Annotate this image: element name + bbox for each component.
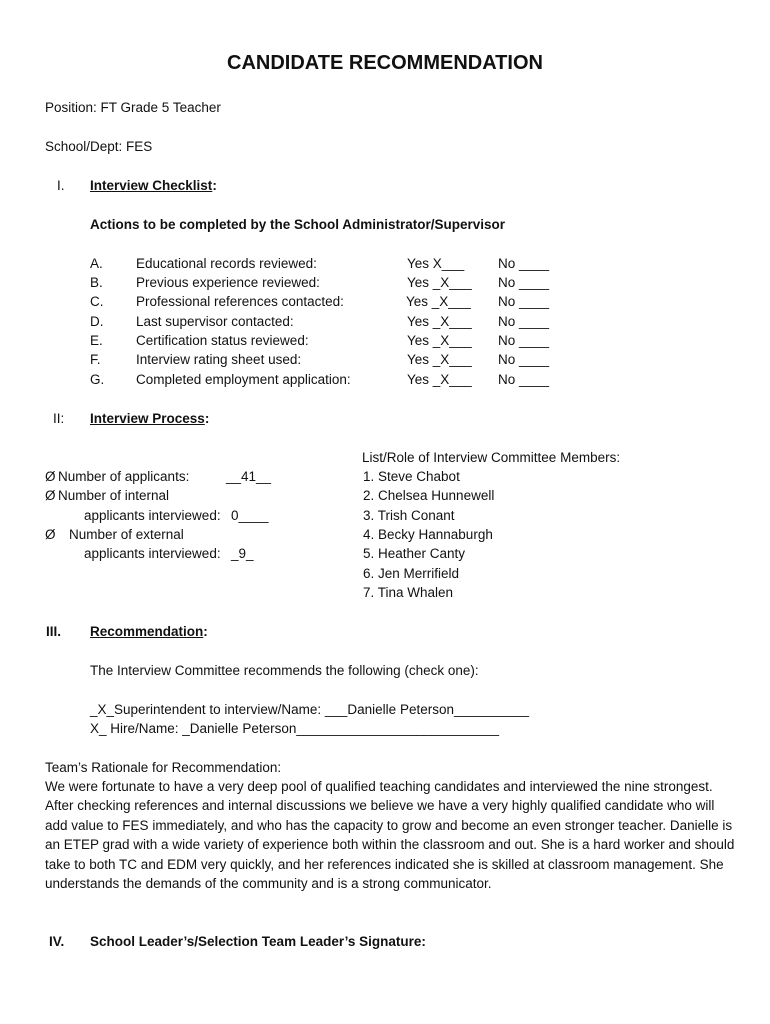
committee-member: 5. Heather Canty — [363, 546, 466, 561]
checklist-row — [0, 333, 770, 349]
checklist-letter: B. — [90, 275, 103, 290]
internal-value: 0____ — [231, 508, 269, 523]
committee-member: 3. Trish Conant — [363, 508, 455, 523]
checklist-letter: D. — [90, 314, 104, 329]
checklist-no: No ____ — [498, 314, 550, 329]
committee-member: 7. Tina Whalen — [363, 585, 454, 600]
checklist-letter: C. — [90, 294, 104, 309]
checklist-no: No ____ — [498, 294, 550, 309]
committee-member: 6. Jen Merrifield — [363, 566, 460, 581]
checklist-letter: E. — [90, 333, 103, 348]
checklist-letter: G. — [90, 372, 105, 387]
external-label-1: Number of external — [69, 527, 184, 542]
checklist-row — [0, 372, 770, 388]
applicants-label: Number of applicants: — [58, 469, 190, 484]
school-line: School/Dept: FES — [45, 139, 153, 154]
checklist-label: Completed employment application: — [136, 372, 351, 387]
section2-number: II: — [53, 411, 65, 426]
checklist-yes: Yes _X___ — [406, 294, 471, 309]
committee-member: 2. Chelsea Hunnewell — [363, 488, 495, 503]
checklist-no: No ____ — [498, 372, 550, 387]
checklist-letter: A. — [90, 256, 103, 271]
recommendation-option-hire: X_ Hire/Name: _Danielle Peterson___________________________ — [90, 721, 500, 736]
checklist-label: Certification status reviewed: — [136, 333, 309, 348]
checklist-yes: Yes _X___ — [407, 314, 472, 329]
section4-number: IV. — [49, 934, 65, 949]
rationale-heading: Team’s Rationale for Recommendation: — [45, 760, 282, 775]
signature-heading: School Leader’s/Selection Team Leader’s Signature: — [90, 934, 426, 949]
checklist-letter: F. — [90, 352, 101, 367]
checklist-label: Last supervisor contacted: — [136, 314, 294, 329]
checklist-row — [0, 256, 770, 272]
section1-number: I. — [57, 178, 65, 193]
checklist-row — [0, 352, 770, 368]
checklist-yes: Yes _X___ — [407, 352, 472, 367]
recommendation-option-interview: _X_Superintendent to interview/Name: ___Danielle Peterson__________ — [90, 702, 530, 717]
page-title: CANDIDATE RECOMMENDATION — [227, 52, 543, 74]
section1-heading-text: Interview Checklist — [90, 178, 213, 193]
checklist-row — [0, 314, 770, 330]
checklist-yes: Yes _X___ — [407, 372, 472, 387]
position-line: Position: FT Grade 5 Teacher — [45, 100, 221, 115]
checklist-yes: Yes _X___ — [407, 275, 472, 290]
section1-subheading: Actions to be completed by the School Administrator/Supervisor — [90, 217, 506, 232]
section3-heading — [90, 624, 208, 640]
section1-heading-suffix: : — [212, 178, 217, 193]
checklist-row — [0, 275, 770, 291]
applicants-value: __41__ — [226, 469, 272, 484]
section3-heading-suffix: : — [203, 624, 208, 639]
internal-label-2: applicants interviewed: — [84, 508, 221, 523]
external-bullet: Ø — [45, 527, 56, 542]
rationale-text: We were fortunate to have a very deep pool of qualified teaching candidates and interviewed the nine strongest. After checking references and internal discussions we believe we have a very highly qualified candidate who will add value to FES immediately, and who has the capacity to grow and become an even stronger teacher. Danielle is an ETEP grad with a wide variety of experience both within the classroom and out. She is a hard worker and should take to both TC and EDM very quickly, and her references indicated she is skilled at classroom management. She understands the demands of the community and is a strong communicator. — [45, 779, 735, 892]
applicants-bullet: Ø — [45, 469, 56, 484]
section2-heading — [90, 411, 209, 427]
internal-bullet: Ø — [45, 488, 56, 503]
checklist-no: No ____ — [498, 275, 550, 290]
committee-member: 1. Steve Chabot — [363, 469, 460, 484]
section2-heading-text: Interview Process — [90, 411, 205, 426]
checklist-yes: Yes X___ — [407, 256, 465, 271]
checklist-no: No ____ — [498, 256, 550, 271]
section1-heading — [90, 178, 217, 194]
committee-heading: List/Role of Interview Committee Members: — [362, 450, 621, 465]
section3-heading-text: Recommendation — [90, 624, 204, 639]
external-label-2: applicants interviewed: — [84, 546, 221, 561]
checklist-no: No ____ — [498, 352, 550, 367]
recommendation-intro: The Interview Committee recommends the following (check one): — [90, 663, 479, 678]
checklist-yes: Yes _X___ — [407, 333, 472, 348]
internal-label-1: Number of internal — [58, 488, 170, 503]
checklist-label: Previous experience reviewed: — [136, 275, 320, 290]
section3-number: III. — [46, 624, 62, 639]
checklist-label: Interview rating sheet used: — [136, 352, 302, 367]
committee-member: 4. Becky Hannaburgh — [363, 527, 493, 542]
checklist-label: Educational records reviewed: — [136, 256, 317, 271]
checklist-label: Professional references contacted: — [136, 294, 344, 309]
external-value: _9_ — [231, 546, 254, 561]
checklist-row — [0, 294, 770, 310]
checklist-no: No ____ — [498, 333, 550, 348]
section2-heading-suffix: : — [204, 411, 210, 426]
